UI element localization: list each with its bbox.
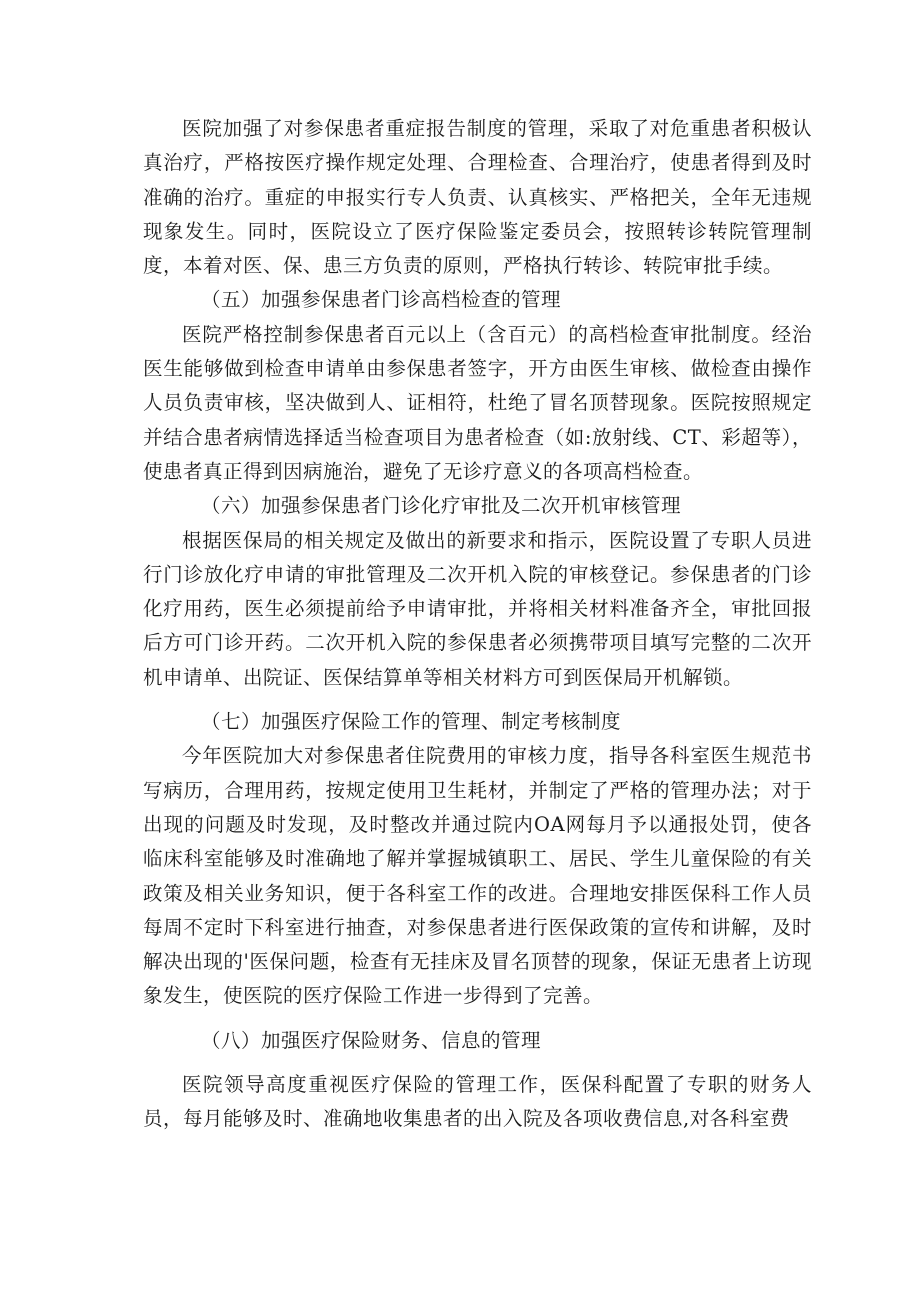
paragraph-chemo-approval: 根据医保局的相关规定及做出的新要求和指示，医院设置了专职人员进行门诊放化疗申请的审批管理及二次开机入院的审核登记。参保患者的门诊化疗用药，医生必须提前给予申请审批，并将相关材料准备齐全，审批回报后方可门诊开药。二次开机入院的参保患者必须携带项目填写完整的二次开机申请单、出院证、医保结算单等相关材料方可到医保局开机解锁。	[143, 528, 812, 689]
paragraph-finance-info: 医院领导高度重视医疗保险的管理工作，医保科配置了专职的财务人员，每月能够及时、准确地收集患者的出入院及各项收费信息,对各科室费	[143, 1073, 812, 1131]
paragraph-assessment-system: 今年医院加大对参保患者住院费用的审核力度，指导各科室医生规范书写病历，合理用药，按规定使用卫生耗材，并制定了严格的管理办法；对于出现的问题及时发现，及时整改并通过院内OA网每月予以通报处罚，使各临床科室能够及时准确地了解并掌握城镇职工、居民、学生儿童保险的有关政策及相关业务知识，便于各科室工作的改进。合理地安排医保科工作人员每周不定时下科室进行抽查，对参保患者进行医保政策的宣传和讲解，及时解决出现的'医保问题，检查有无挂床及冒名顶替的现象，保证无患者上访现象发生，使医院的医疗保险工作进一步得到了完善。	[143, 744, 812, 1008]
heading-section-5: （五）加强参保患者门诊高档检查的管理	[201, 288, 562, 312]
heading-section-8: （八）加强医疗保险财务、信息的管理	[201, 1028, 542, 1052]
heading-section-6: （六）加强参保患者门诊化疗审批及二次开机审核管理	[201, 494, 682, 518]
paragraph-critical-illness: 医院加强了对参保患者重症报告制度的管理，采取了对危重患者积极认真治疗，严格按医疗操作规定处理、合理检查、合理治疗，使患者得到及时准确的治疗。重症的申报实行专人负责、认真核实、严格把关，全年无违规现象发生。同时，医院设立了医疗保险鉴定委员会，按照转诊转院管理制度，本着对医、保、患三方负责的原则，严格执行转诊、转院审批手续。	[143, 117, 812, 278]
paragraph-high-end-exams: 医院严格控制参保患者百元以上（含百元）的高档检查审批制度。经治医生能够做到检查申请单由参保患者签字，开方由医生审核、做检查由操作人员负责审核，坚决做到人、证相符，杜绝了冒名顶替现象。医院按照规定并结合患者病情选择适当检查项目为患者检查（如:放射线、CT、彩超等），使患者真正得到因病施治，避免了无诊疗意义的各项高档检查。	[143, 322, 812, 483]
heading-section-7: （七）加强医疗保险工作的管理、制定考核制度	[201, 710, 622, 734]
